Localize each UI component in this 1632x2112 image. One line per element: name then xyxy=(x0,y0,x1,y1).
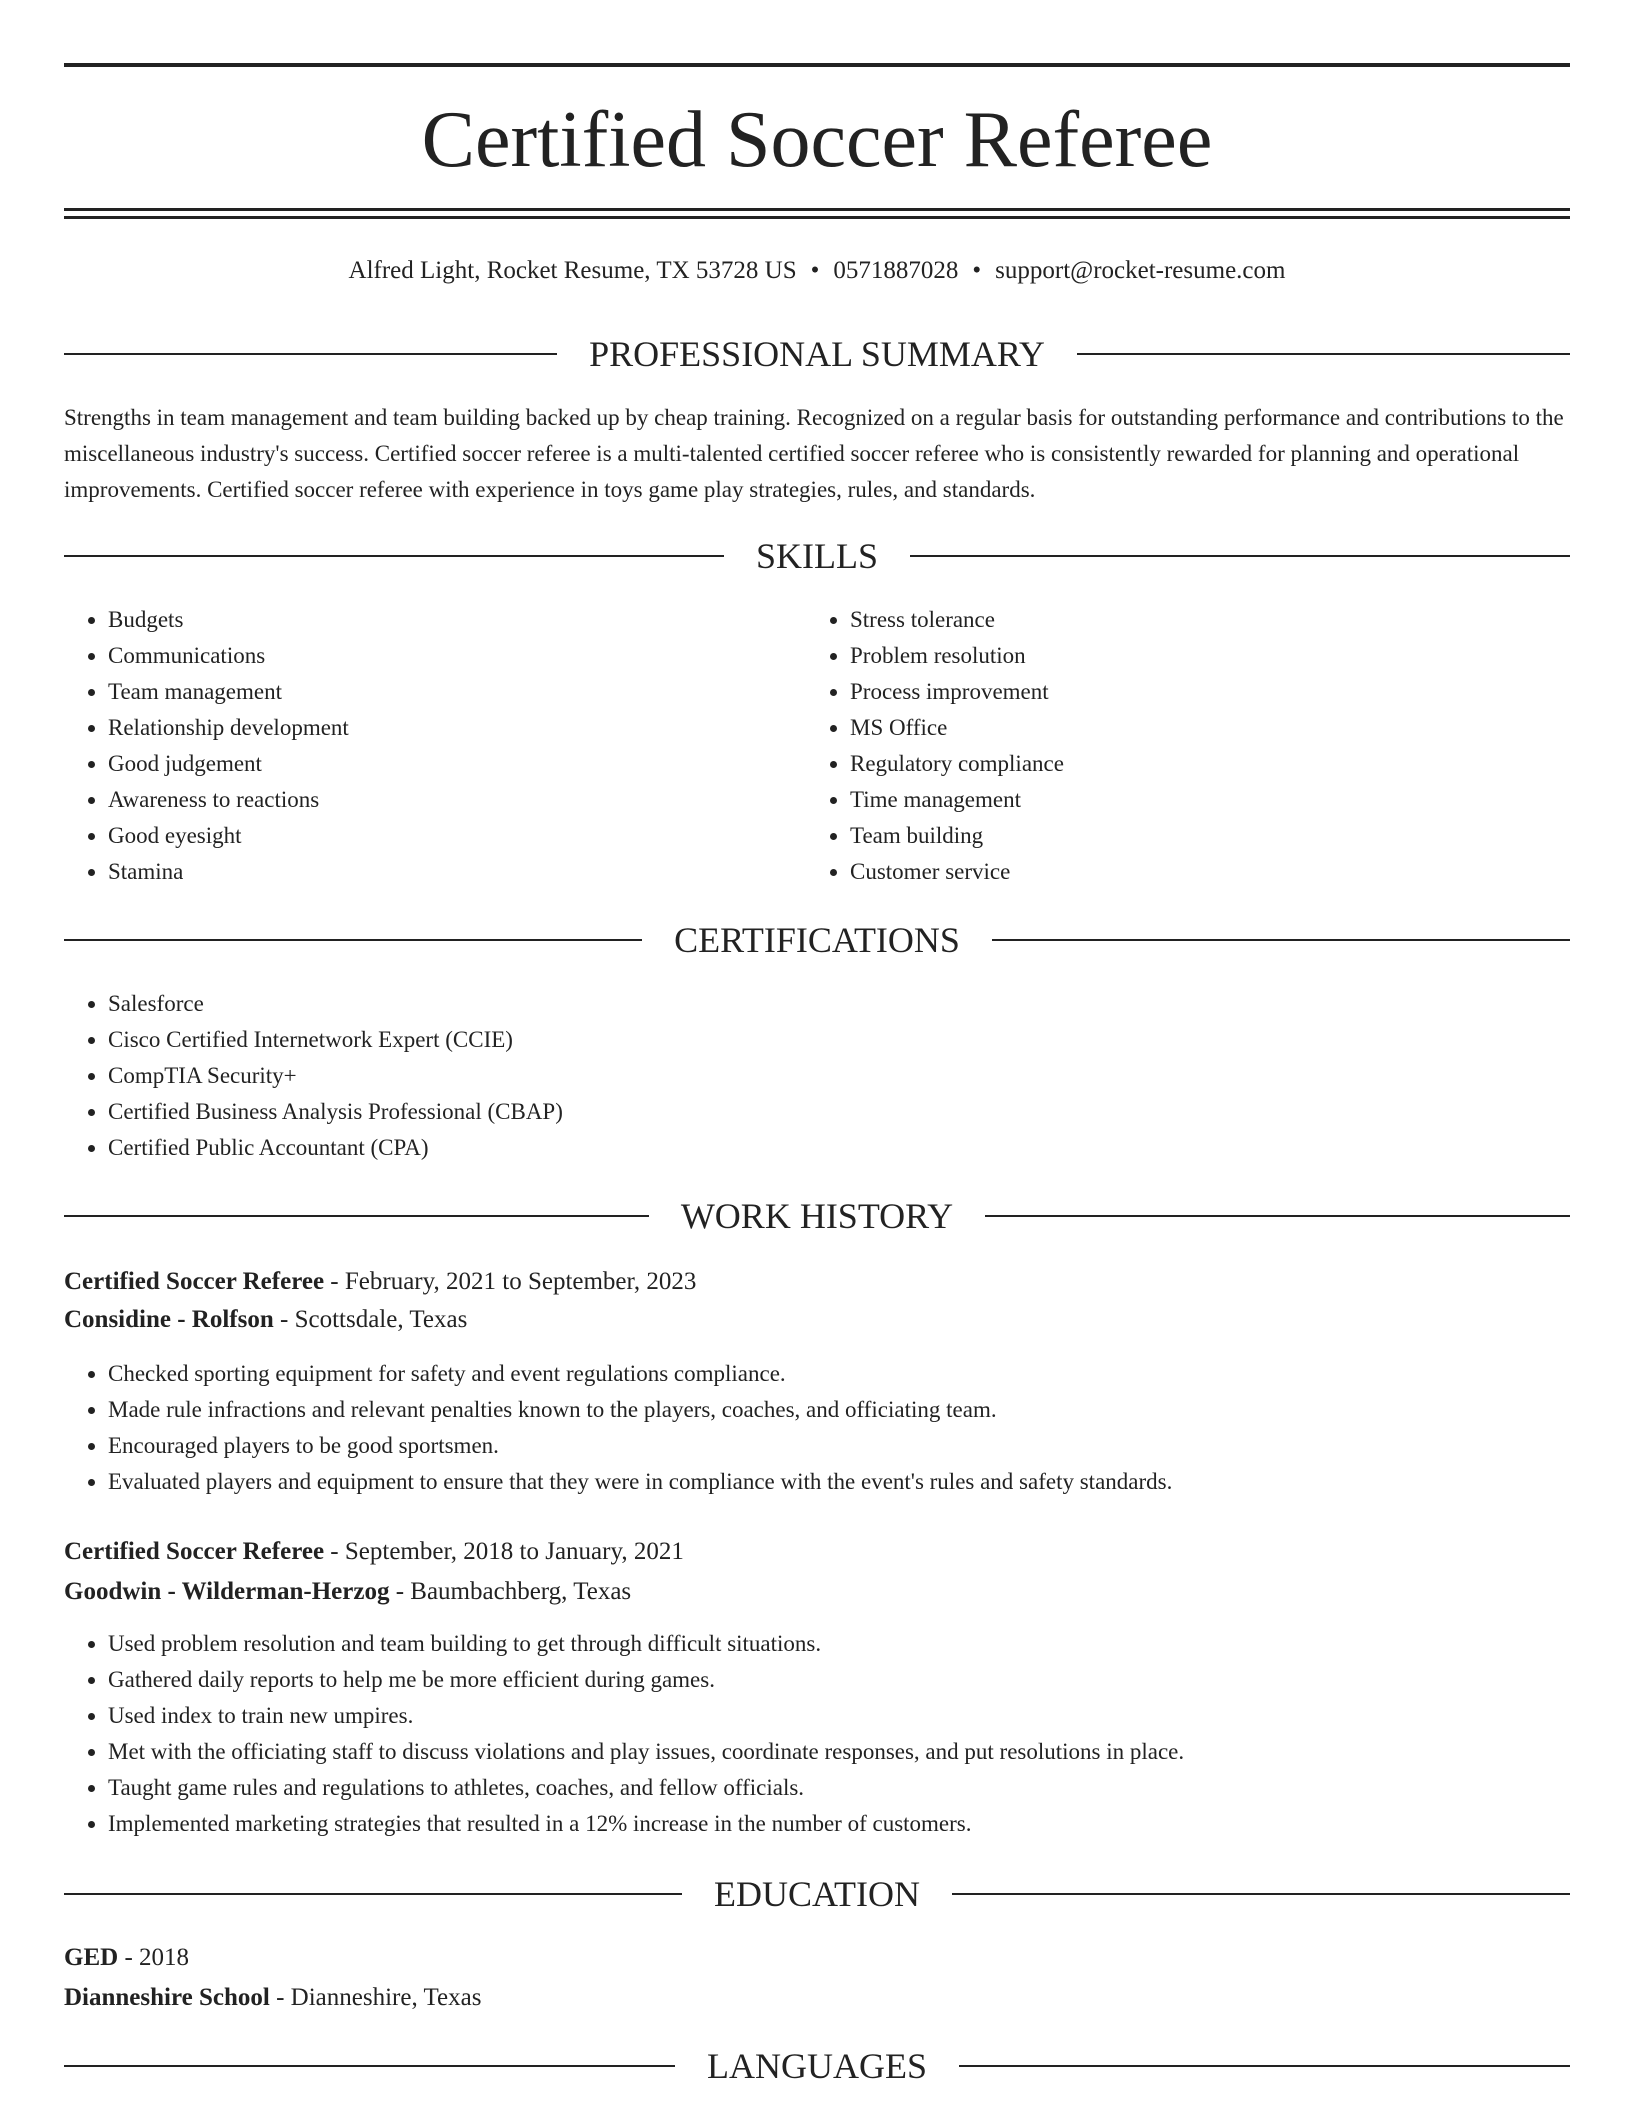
heading-rule xyxy=(64,1893,682,1895)
certifications-list xyxy=(64,986,1568,1166)
certification-item: • Certified Public Accountant (CPA) xyxy=(108,1130,1568,1166)
work-heading xyxy=(64,1194,1570,1238)
job-bullet: • Implemented marketing strategies that resulted in a 12% increase in the number of customers. xyxy=(108,1806,1568,1842)
skill-item: • Stamina xyxy=(108,854,808,890)
skill-item: • Relationship development xyxy=(108,710,808,746)
job-dates: - February, 2021 to September, 2023 xyxy=(324,1268,697,1295)
job-location: - Baumbachberg, Texas xyxy=(389,1578,632,1605)
summary-heading-label: PROFESSIONAL SUMMARY xyxy=(589,334,1045,374)
work-heading-label: WORK HISTORY xyxy=(680,1196,954,1236)
job-location: - Scottsdale, Texas xyxy=(273,1306,468,1333)
education-degree: GED xyxy=(64,1944,119,1971)
education-heading-label: EDUCATION xyxy=(714,1874,920,1914)
heading-rule xyxy=(64,353,557,355)
skills-list-left xyxy=(64,602,808,890)
job-bullet: • Taught game rules and regulations to athletes, coaches, and fellow officials. xyxy=(108,1770,1568,1806)
top-rule xyxy=(64,63,1570,67)
resume-title: Certified Soccer Referee xyxy=(421,96,1213,184)
skill-item: • Budgets xyxy=(108,602,808,638)
contact-email: support@rocket-resume.com xyxy=(995,257,1286,284)
summary-heading xyxy=(64,332,1570,376)
skill-item: • Team building xyxy=(850,818,1550,854)
job-bullet: • Used problem resolution and team building to get through difficult situations. xyxy=(108,1626,1568,1662)
languages-heading-label: LANGUAGES xyxy=(707,2046,927,2086)
skills-list-right xyxy=(806,602,1550,890)
job-bullets xyxy=(64,1626,1568,1842)
certification-item: • CompTIA Security+ xyxy=(108,1058,1568,1094)
job-bullet: • Encouraged players to be good sportsmen. xyxy=(108,1428,1568,1464)
languages-heading xyxy=(64,2044,1570,2088)
skill-item: • Customer service xyxy=(850,854,1550,890)
job-bullet: • Checked sporting equipment for safety and event regulations compliance. xyxy=(108,1356,1568,1392)
heading-rule xyxy=(64,555,724,557)
job-title: Certified Soccer Referee xyxy=(64,1538,325,1565)
skills-heading xyxy=(64,534,1570,578)
skill-item: • Process improvement xyxy=(850,674,1550,710)
job-title: Certified Soccer Referee xyxy=(64,1268,325,1295)
job-title-line xyxy=(64,1262,696,1302)
title-rule-lower xyxy=(64,216,1570,219)
job-dates: - September, 2018 to January, 2021 xyxy=(324,1538,684,1565)
certifications-heading-label: CERTIFICATIONS xyxy=(674,920,960,960)
heading-rule xyxy=(959,2065,1570,2067)
education-year: - 2018 xyxy=(118,1944,190,1971)
job-bullet: • Met with the officiating staff to discuss violations and play issues, coordinate responses, and put resolutions in place. xyxy=(108,1734,1568,1770)
skill-item: • Problem resolution xyxy=(850,638,1550,674)
heading-rule xyxy=(64,1215,649,1217)
education-school: Dianneshire School xyxy=(64,1984,270,2011)
heading-rule xyxy=(992,939,1570,941)
job-bullet: • Used index to train new umpires. xyxy=(108,1698,1568,1734)
certification-item: • Salesforce xyxy=(108,986,1568,1022)
skill-item: • MS Office xyxy=(850,710,1550,746)
job-company-line xyxy=(64,1572,631,1612)
job-title-line xyxy=(64,1532,684,1572)
heading-rule xyxy=(64,2065,675,2067)
education-heading xyxy=(64,1872,1570,1916)
job-company: Goodwin - Wilderman-Herzog xyxy=(64,1578,390,1605)
heading-rule xyxy=(985,1215,1570,1217)
skill-item: • Good eyesight xyxy=(108,818,808,854)
certification-item: • Cisco Certified Internetwork Expert (CCIE) xyxy=(108,1022,1568,1058)
certifications-heading xyxy=(64,918,1570,962)
job-bullets xyxy=(64,1356,1568,1500)
skill-item: • Stress tolerance xyxy=(850,602,1550,638)
education-school-line xyxy=(64,1978,481,2018)
job-bullet: • Gathered daily reports to help me be more efficient during games. xyxy=(108,1662,1568,1698)
job-company: Considine - Rolfson xyxy=(64,1306,274,1333)
certification-item: • Certified Business Analysis Professional (CBAP) xyxy=(108,1094,1568,1130)
contact-separator: • xyxy=(810,257,820,284)
heading-rule xyxy=(910,555,1570,557)
education-degree-line xyxy=(64,1938,189,1978)
skill-item: • Communications xyxy=(108,638,808,674)
summary-text: Strengths in team management and team building backed up by cheap training. Recognized on a regular basis for outstanding performance and contributions to the miscellaneous industry's success. Certified soccer referee is a multi-talented certified soccer referee who is consistently rewarded for planning and operational improvements. Certified soccer referee with experience in toys game play strategies, rules, and standards. xyxy=(64,405,1564,502)
skill-item: • Time management xyxy=(850,782,1550,818)
education-location: - Dianneshire, Texas xyxy=(269,1984,482,2011)
skill-item: • Regulatory compliance xyxy=(850,746,1550,782)
contact-line xyxy=(64,254,1570,288)
heading-rule xyxy=(64,939,642,941)
skill-item: • Awareness to reactions xyxy=(108,782,808,818)
contact-separator: • xyxy=(972,257,982,284)
job-bullet: • Made rule infractions and relevant penalties known to the players, coaches, and officiating team. xyxy=(108,1392,1568,1428)
skills-heading-label: SKILLS xyxy=(756,536,879,576)
heading-rule xyxy=(952,1893,1570,1895)
heading-rule xyxy=(1077,353,1570,355)
contact-address: Alfred Light, Rocket Resume, TX 53728 US xyxy=(348,257,797,284)
job-bullet: • Evaluated players and equipment to ensure that they were in compliance with the event's rules and safety standards. xyxy=(108,1464,1568,1500)
title-rule-upper xyxy=(64,208,1570,211)
contact-phone: 0571887028 xyxy=(833,257,959,284)
job-company-line xyxy=(64,1300,467,1340)
skill-item: • Team management xyxy=(108,674,808,710)
skill-item: • Good judgement xyxy=(108,746,808,782)
